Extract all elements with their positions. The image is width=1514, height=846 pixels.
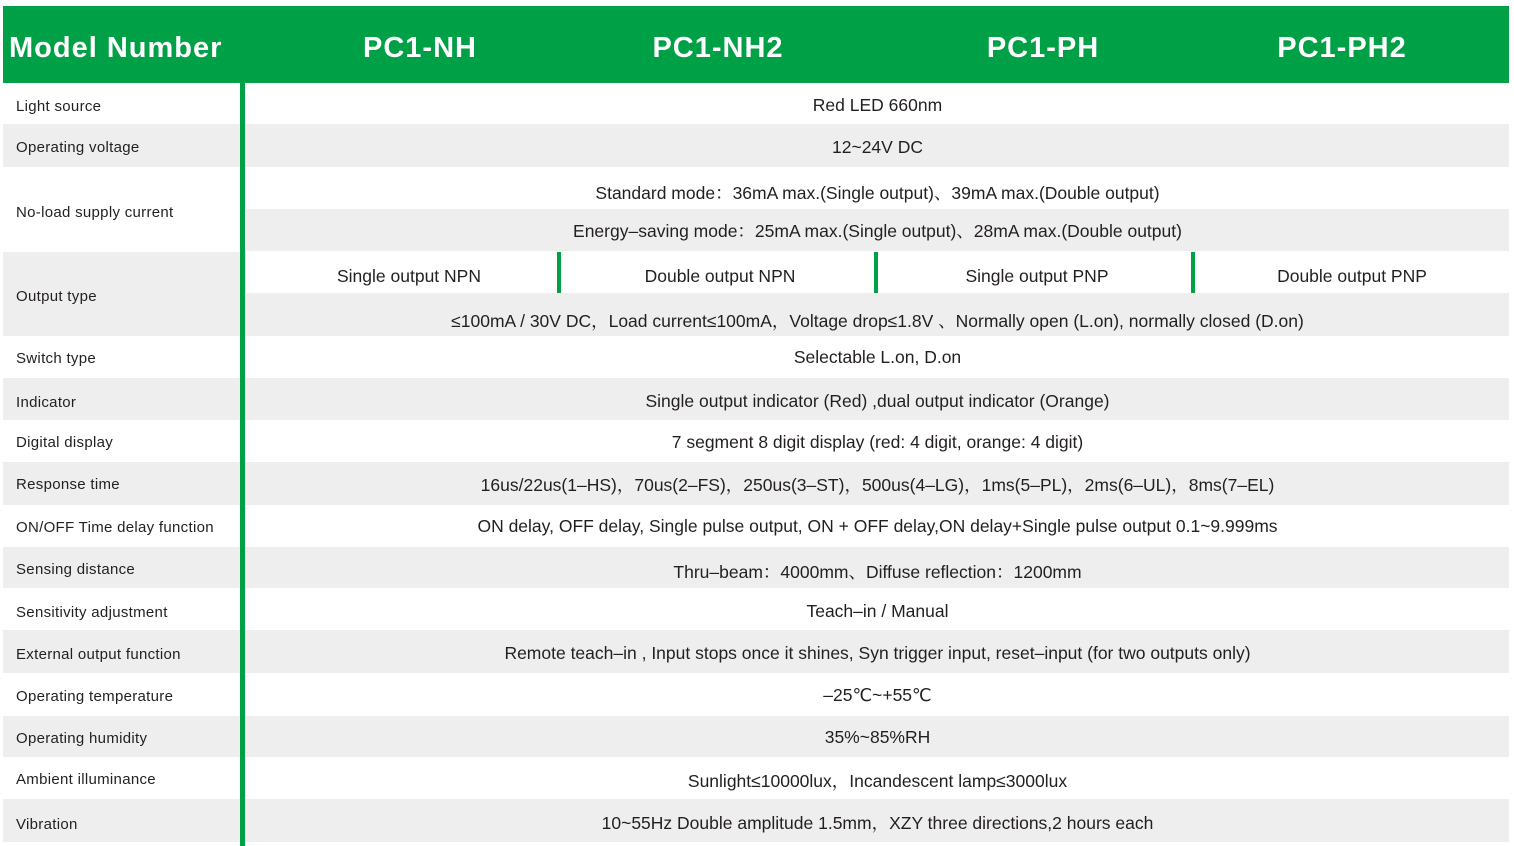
model-header-pc1-ph2: PC1-PH2 [1277, 32, 1407, 64]
label-light-source: Light source [16, 98, 102, 115]
value-output-spec: ≤100mA / 30V DC，Load current≤100mA，Voltage drop≤1.8V 、Normally open (L.on), normally closed (D.on) [451, 311, 1304, 331]
label-no-load-current: No-load supply current [16, 204, 174, 221]
value-operating-voltage: 12~24V DC [832, 137, 923, 157]
label-switch-type: Switch type [16, 350, 96, 367]
label-external-output: External output function [16, 646, 181, 663]
value-time-delay: ON delay, OFF delay, Single pulse output, ON + OFF delay,ON delay+Single pulse output 0.1~9.999ms [477, 516, 1278, 536]
model-header-pc1-nh: PC1-NH [363, 32, 477, 64]
label-time-delay: ON/OFF Time delay function [16, 519, 214, 536]
value-sensing-distance: Thru–beam：4000mm、Diffuse reflection：1200mm [673, 562, 1082, 582]
output-type-single-npn: Single output NPN [337, 266, 481, 286]
value-illuminance: Sunlight≤10000lux，Incandescent lamp≤3000lux [687, 771, 1068, 791]
table-header [3, 6, 1509, 83]
value-switch-type: Selectable L.on, D.on [793, 347, 962, 367]
label-sensitivity: Sensitivity adjustment [16, 604, 168, 621]
label-output-type: Output type [16, 288, 97, 305]
label-operating-voltage: Operating voltage [16, 139, 140, 156]
label-sensing-distance: Sensing distance [16, 561, 136, 578]
output-type-single-pnp: Single output PNP [965, 266, 1109, 286]
label-humidity: Operating humidity [16, 730, 148, 747]
label-response-time: Response time [16, 476, 120, 493]
model-header-pc1-nh2: PC1-NH2 [652, 32, 784, 64]
model-header-pc1-ph: PC1-PH [986, 32, 1100, 64]
output-type-double-npn: Double output NPN [644, 266, 796, 286]
output-type-double-pnp: Double output PNP [1277, 266, 1427, 286]
value-light-source: Red LED 660nm [812, 95, 943, 115]
value-humidity: 35%~85%RH [824, 727, 931, 747]
value-indicator: Single output indicator (Red) ,dual output indicator (Orange) [645, 391, 1110, 411]
label-temperature: Operating temperature [16, 688, 174, 705]
label-illuminance: Ambient illuminance [16, 771, 156, 788]
label-vibration: Vibration [16, 816, 78, 833]
value-response-time: 16us/22us(1–HS)，70us(2–FS)，250us(3–ST)，500us(4–LG)，1ms(5–PL)，2ms(6–UL)，8ms(7–EL) [480, 475, 1275, 495]
value-energy-saving-mode: Energy–saving mode：25mA max.(Single output)、28mA max.(Double output) [573, 221, 1182, 241]
value-temperature: –25℃~+55℃ [823, 685, 932, 705]
label-indicator: Indicator [16, 394, 77, 411]
value-standard-mode: Standard mode：36mA max.(Single output)、39mA max.(Double output) [595, 183, 1160, 203]
label-column-divider [240, 83, 245, 846]
label-digital-display: Digital display [16, 434, 114, 451]
value-digital-display: 7 segment 8 digit display (red: 4 digit, orange: 4 digit) [671, 432, 1084, 452]
model-number-header: Model Number [9, 32, 223, 64]
value-external-output: Remote teach–in , Input stops once it shines, Syn trigger input, reset–input (for two outputs only) [504, 643, 1251, 663]
value-sensitivity: Teach–in / Manual [806, 601, 949, 621]
value-vibration: 10~55Hz Double amplitude 1.5mm，XZY three directions,2 hours each [601, 813, 1154, 833]
